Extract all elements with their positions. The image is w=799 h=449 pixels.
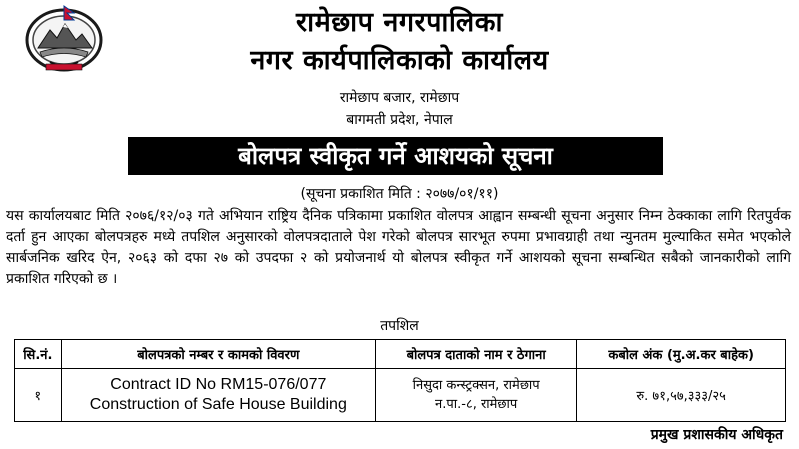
header-bidder: बोलपत्र दाताको नाम र ठेगाना	[376, 340, 577, 369]
office-name: रामेछाप नगरपालिका	[296, 7, 503, 38]
notice-title-banner: बोलपत्र स्वीकृत गर्ने आशयको सूचना	[128, 137, 663, 175]
header-amount: कबोल अंक (मु.अ.कर बाहेक)	[577, 340, 786, 369]
header-sn: सि.नं.	[15, 340, 62, 369]
cell-amount: रु. ७१,५७,३३३/२५	[577, 369, 786, 422]
notice-body: यस कार्यालयबाट मिति २०७६/१२/०३ गते अभियान राष्ट्रिय दैनिक पत्रिकामा प्रकाशित वोलपत्र आह्वान सम्बन्धी सूचना अनुसार निम्न ठेक्काका लागि रितपुर्वक दर्ता हुन आएका बोलपत्रहरु मध्ये तपशिल अनुसारको वोलपत्रदाताले पेश गरेको बोलपत्र सारभूत रुपमा प्रभावग्राही तथा न्युनतम मुल्याकित समेत भएकोले सार्बजनिक खरिद ऐन, २०६३ को दफा २७ को उपदफा २ को प्रयोजनार्थ यो बोलपत्र स्वीकृत गर्ने आशयको सूचना सम्बन्धित सबैको जानकारीको लागि प्रकाशित गरिएको छ ।	[6, 208, 791, 287]
signatory-title: प्रमुख प्रशासकीय अधिकृत	[650, 427, 783, 443]
cell-sn: १	[15, 369, 62, 422]
header-contract: बोलपत्रको नम्बर र कामको विवरण	[61, 340, 375, 369]
bidder-name: निसुदा कन्स्ट्रक्सन, रामेछाप	[412, 378, 540, 393]
table-row	[15, 369, 786, 422]
table-caption: तपशिल	[380, 318, 419, 334]
bidder-address: न.पा.-८, रामेछाप	[435, 397, 518, 412]
office-subtitle: नगर कार्यपालिकाको कार्यालय	[250, 45, 549, 76]
table-header-row	[15, 340, 786, 369]
tender-table	[14, 339, 786, 422]
published-date: (सूचना प्रकाशित मिति : २०७७/०१/११)	[300, 186, 499, 202]
address-line-1: रामेछाप बजार, रामेछाप	[339, 90, 460, 106]
contract-id: Contract ID No RM15-076/077	[110, 376, 327, 393]
address-line-2: बागमती प्रदेश, नेपाल	[346, 112, 453, 128]
cell-bidder	[376, 369, 577, 422]
contract-description: Construction of Safe House Building	[89, 396, 347, 413]
cell-contract	[61, 369, 375, 422]
